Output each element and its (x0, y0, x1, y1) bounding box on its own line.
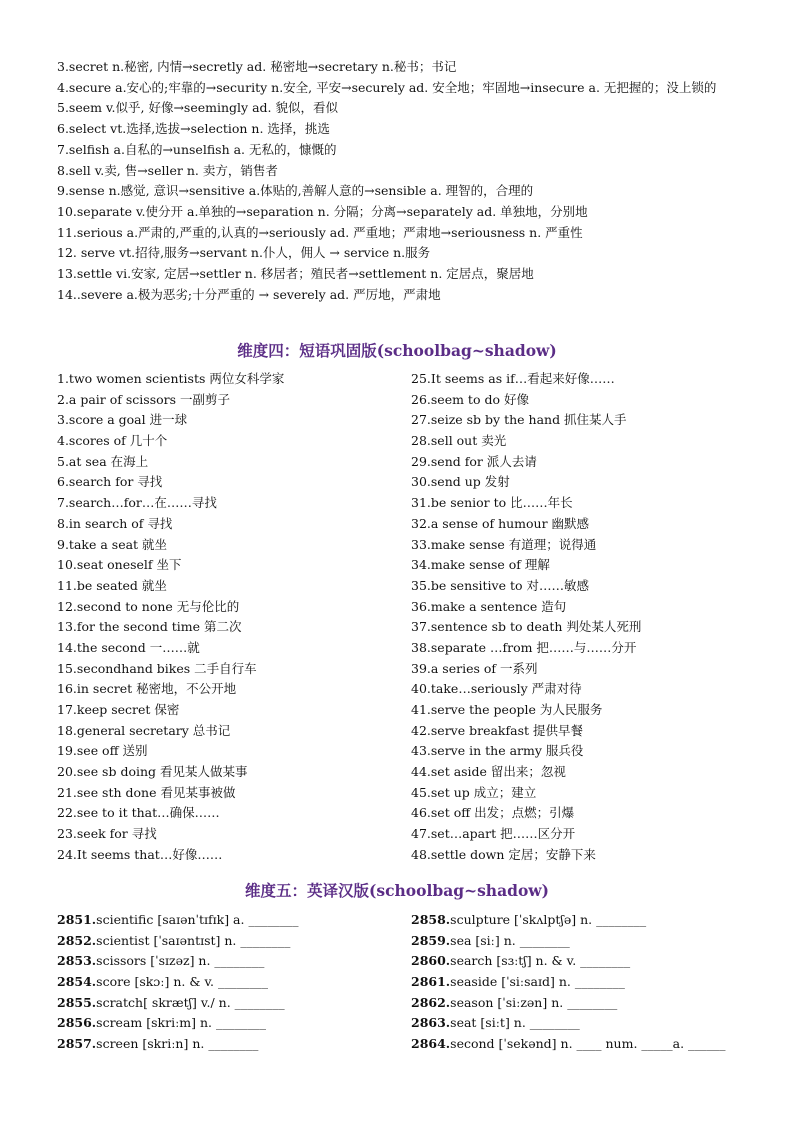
vocab-item (57, 951, 298, 972)
vocab-entry: second [ˈsekənd] n. ____ num. _____a. ______ (450, 1036, 726, 1052)
vocab-entry: scratch[ skrætʃ] v./ n. ________ (96, 994, 285, 1010)
phrase-column-right (411, 369, 641, 866)
phrase-item: 48.settle down 定居；安静下来 (411, 846, 596, 862)
phrase-item: 28.sell out 卖光 (411, 433, 507, 449)
derivation-line: 9.sense n.感觉, 意识→sensitive a.体贴的,善解人意的→sensible a. 理智的，合理的 (57, 183, 534, 199)
section-5-title: 维度五：英译汉版(schoolbag~shadow) (245, 881, 549, 900)
phrase-item: 43.serve in the army 服兵役 (411, 743, 584, 759)
phrase-item: 18.general secretary 总书记 (57, 722, 231, 738)
phrase-item: 42.serve breakfast 提供早餐 (411, 722, 583, 738)
phrase-item: 26.seem to do 好像 (411, 391, 529, 407)
phrase-item: 37.sentence sb to death 判处某人死刑 (411, 619, 642, 635)
vocab-number: 2852. (57, 932, 97, 948)
phrase-item: 23.seek for 寻找 (57, 826, 157, 842)
vocab-item (411, 910, 726, 931)
vocab-entry: screen [skriːn] n. ________ (96, 1036, 259, 1052)
vocab-item (57, 910, 298, 931)
vocab-item (57, 993, 298, 1014)
phrase-item: 27.seize sb by the hand 抓住某人手 (411, 412, 627, 428)
vocab-item (411, 993, 726, 1014)
phrase-item: 25.It seems as if…看起来好像…… (411, 371, 615, 386)
phrase-item: 29.send for 派人去请 (411, 453, 537, 469)
phrase-item: 12.second to none 无与伦比的 (57, 598, 240, 614)
derivation-line: 3.secret n.秘密, 内情→secretly ad. 秘密地→secretary n.秘书；书记 (57, 59, 457, 74)
vocab-entry: seaside [ˈsiːsaɪd] n. ________ (450, 974, 625, 990)
phrase-item: 47.set…apart 把……区分开 (411, 826, 576, 842)
vocab-number: 2856. (57, 1015, 97, 1031)
phrase-column-left (57, 369, 284, 866)
vocab-number: 2860. (411, 953, 451, 969)
vocab-entry: scream [skriːm] n. ________ (96, 1015, 266, 1031)
section-4-title: 维度四：短语巩固版(schoolbag~shadow) (237, 341, 557, 360)
derivation-line: 12. serve vt.招待,服务→servant n.仆人，佣人 → service n.服务 (57, 245, 431, 261)
vocab-entry: seat [siːt] n. ________ (450, 1015, 580, 1031)
vocab-entry: scientist [ˈsaɪəntɪst] n. ________ (96, 932, 291, 948)
phrase-item: 3.score a goal 进一球 (57, 412, 188, 428)
vocab-number: 2862. (411, 994, 451, 1010)
vocab-number: 2853. (57, 953, 97, 969)
vocab-item (57, 1034, 298, 1055)
phrase-item: 16.in secret 秘密地，不公开地 (57, 681, 237, 697)
phrase-item: 15.secondhand bikes 二手自行车 (57, 660, 257, 676)
phrase-item: 14.the second 一……就 (57, 639, 200, 655)
derivation-line: 6.select vt.选择,选拔→selection n. 选择，挑选 (57, 121, 330, 137)
phrase-item: 8.in search of 寻找 (57, 515, 173, 531)
vocab-item (411, 972, 726, 993)
phrase-item: 17.keep secret 保密 (57, 702, 180, 717)
vocab-item (57, 972, 298, 993)
phrase-item: 9.take a seat 就坐 (57, 536, 168, 552)
phrase-item: 5.at sea 在海上 (57, 453, 149, 469)
phrase-item: 41.serve the people 为人民服务 (411, 702, 603, 717)
vocab-item (411, 931, 726, 952)
vocab-entry: sea [siː] n. ________ (450, 932, 570, 948)
derivation-list (57, 57, 757, 305)
phrase-item: 11.be seated 就坐 (57, 577, 167, 593)
vocab-number: 2857. (57, 1036, 97, 1052)
vocab-number: 2861. (411, 974, 451, 990)
derivation-line: 13.settle vi.安家, 定居→settler n. 移居者；殖民者→settlement n. 定居点，聚居地 (57, 266, 534, 282)
vocab-number: 2855. (57, 994, 97, 1010)
phrase-item: 32.a sense of humour 幽默感 (411, 515, 590, 531)
vocab-item (57, 931, 298, 952)
derivation-line: 5.seem v.似乎, 好像→seemingly ad. 貌似，看似 (57, 100, 338, 116)
phrase-item: 45.set up 成立；建立 (411, 784, 537, 800)
phrase-item: 33.make sense 有道理；说得通 (411, 536, 597, 552)
vocab-item (411, 1013, 726, 1034)
phrase-item: 1.two women scientists 两位女科学家 (57, 371, 285, 386)
vocab-entry: scientific [saɪənˈtɪfɪk] a. ________ (96, 912, 299, 927)
phrase-item: 24.It seems that…好像…… (57, 846, 223, 862)
vocab-entry: search [sɜːtʃ] n. & v. ________ (450, 953, 631, 969)
phrase-item: 46.set off 出发；点燃；引爆 (411, 805, 575, 821)
vocab-number: 2863. (411, 1015, 451, 1031)
vocab-entry: score [skɔː] n. & v. ________ (96, 974, 268, 990)
vocab-number: 2854. (57, 974, 97, 990)
vocab-entry: sculpture [ˈskʌlptʃə] n. ________ (450, 912, 647, 927)
vocab-item (57, 1013, 298, 1034)
vocab-number: 2864. (411, 1036, 451, 1052)
phrase-item: 6.search for 寻找 (57, 474, 163, 490)
derivation-line: 4.secure a.安心的;牢靠的→security n.安全, 平安→securely ad. 安全地；牢固地→insecure a. 无把握的；没上锁的 (57, 79, 717, 95)
vocab-entry: season [ˈsiːzən] n. ________ (450, 994, 618, 1010)
vocab-item (411, 951, 726, 972)
phrase-item: 39.a series of 一系列 (411, 660, 538, 676)
phrase-item: 20.see sb doing 看见某人做某事 (57, 764, 248, 780)
phrase-item: 35.be sensitive to 对……敏感 (411, 577, 590, 593)
phrase-item: 2.a pair of scissors 一副剪子 (57, 391, 231, 407)
phrase-item: 7.search…for…在……寻找 (57, 495, 217, 511)
vocab-column-left (57, 910, 298, 1055)
vocab-number: 2858. (411, 912, 451, 927)
phrase-item: 4.scores of 几十个 (57, 433, 168, 449)
phrase-item: 19.see off 送别 (57, 743, 148, 759)
vocab-column-right (411, 910, 726, 1055)
phrase-item: 34.make sense of 理解 (411, 557, 550, 573)
derivation-line: 14..severe a.极为恶劣;十分严重的 → severely ad. 严厉地，严肃地 (57, 286, 441, 302)
phrase-item: 38.separate …from 把……与……分开 (411, 639, 637, 655)
derivation-line: 7.selfish a.自私的→unselfish a. 无私的，慷慨的 (57, 141, 337, 157)
derivation-line: 11.serious a.严肃的,严重的,认真的→seriously ad. 严重地；严肃地→seriousness n. 严重性 (57, 224, 583, 240)
phrase-item: 13.for the second time 第二次 (57, 619, 242, 635)
vocab-number: 2859. (411, 932, 451, 948)
derivation-line: 8.sell v.卖, 售→seller n. 卖方，销售者 (57, 162, 278, 178)
phrase-item: 40.take…seriously 严肃对待 (411, 681, 582, 697)
vocab-item (411, 1034, 726, 1055)
derivation-line: 10.separate v.使分开 a.单独的→separation n. 分隔；分离→separately ad. 单独地，分别地 (57, 203, 588, 219)
phrase-item: 21.see sth done 看见某事被做 (57, 784, 236, 800)
vocab-number: 2851. (57, 912, 97, 927)
phrase-item: 22.see to it that…确保…… (57, 805, 220, 821)
vocab-entry: scissors [ˈsɪzəz] n. ________ (96, 953, 265, 969)
phrase-item: 36.make a sentence 造句 (411, 598, 567, 614)
phrase-item: 31.be senior to 比……年长 (411, 495, 573, 511)
phrase-item: 44.set aside 留出来；忽视 (411, 764, 566, 780)
phrase-item: 10.seat oneself 坐下 (57, 557, 182, 573)
phrase-item: 30.send up 发射 (411, 474, 510, 490)
